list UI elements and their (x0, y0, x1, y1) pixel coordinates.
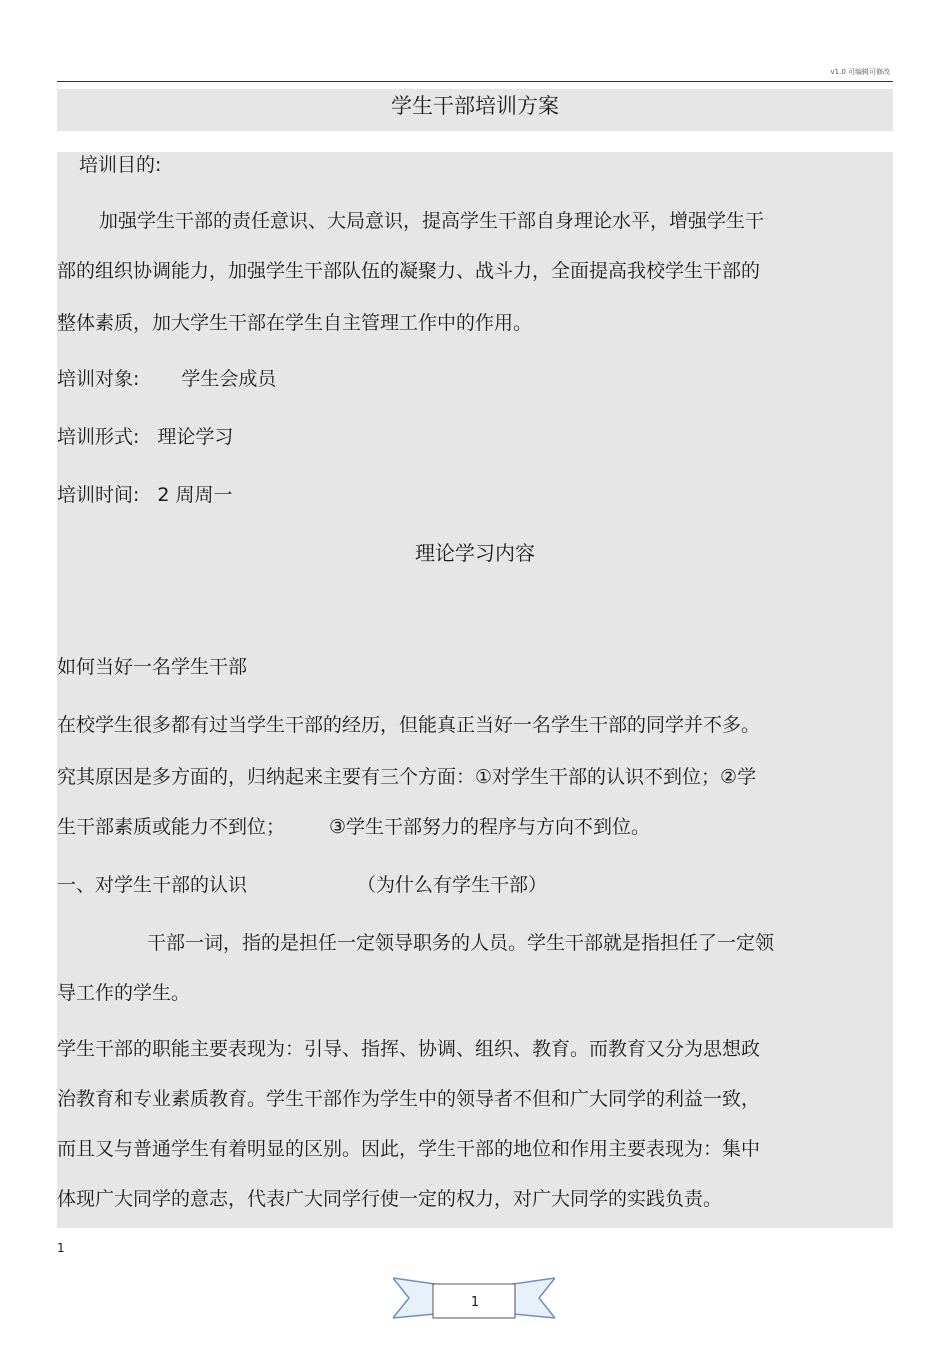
target-row (57, 366, 276, 392)
version-note: v1.0 可编辑可修改 (830, 68, 890, 76)
function-line-3: 而且又与普通学生有着明显的区别。因此，学生干部的地位和作用主要表现为：集中 (57, 1138, 761, 1160)
purpose-line-2: 部的组织协调能力，加强学生干部队伍的凝聚力、战斗力，全面提高我校学生干部的 (57, 260, 761, 282)
form-value: 理论学习 (157, 426, 234, 448)
header-rule (57, 81, 893, 82)
function-line-2: 治教育和专业素质教育。学生干部作为学生中的领导者不但和广大同学的利益一致， (57, 1088, 761, 1110)
time-value: 2 周周一 (157, 484, 233, 506)
definition-line-2: 导工作的学生。 (57, 982, 191, 1004)
target-value: 学生会成员 (181, 368, 277, 390)
form-row (57, 424, 233, 450)
intro-line-3b: ③学生干部努力的程序与方向不到位。 (329, 816, 651, 838)
time-row (57, 482, 233, 508)
section1-title: 一、对学生干部的认识 (57, 874, 248, 896)
subheading: 如何当好一名学生干部 (57, 656, 248, 678)
intro-line-2: 究其原因是多方面的，归纳起来主要有三个方面：①对学生干部的认识不到位；②学 (57, 766, 757, 788)
purpose-line-1: 加强学生干部的责任意识、大局意识，提高学生干部自身理论水平，增强学生干 (99, 210, 765, 232)
target-label: 培训对象: (57, 368, 140, 390)
section1-row (57, 872, 547, 898)
content-heading: 理论学习内容 (415, 541, 535, 565)
document-body (57, 152, 893, 1228)
definition-line-1: 干部一词，指的是担任一定领导职务的人员。学生干部就是指担任了一定领 (147, 932, 775, 954)
document-title: 学生干部培训方案 (57, 89, 893, 131)
intro-line-3a: 生干部素质或能力不到位； (57, 816, 286, 838)
intro-line-3 (57, 814, 650, 840)
function-line-4: 体现广大同学的意志，代表广大同学行使一定的权力，对广大同学的实践负责。 (57, 1188, 723, 1210)
page-number: 1 (57, 1241, 65, 1255)
intro-line-1: 在校学生很多都有过当学生干部的经历，但能真正当好一名学生干部的同学并不多。 (57, 714, 761, 736)
section1-note: （为什么有学生干部） (357, 874, 548, 896)
purpose-line-3: 整体素质，加大学生干部在学生自主管理工作中的作用。 (57, 312, 533, 334)
purpose-label: 培训目的: (79, 154, 162, 176)
ribbon-page-number: 1 (470, 1295, 480, 1310)
form-label: 培训形式: (57, 426, 140, 448)
function-line-1: 学生干部的职能主要表现为：引导、指挥、协调、组织、教育。而教育又分为思想政 (57, 1038, 761, 1060)
time-label: 培训时间: (57, 484, 140, 506)
